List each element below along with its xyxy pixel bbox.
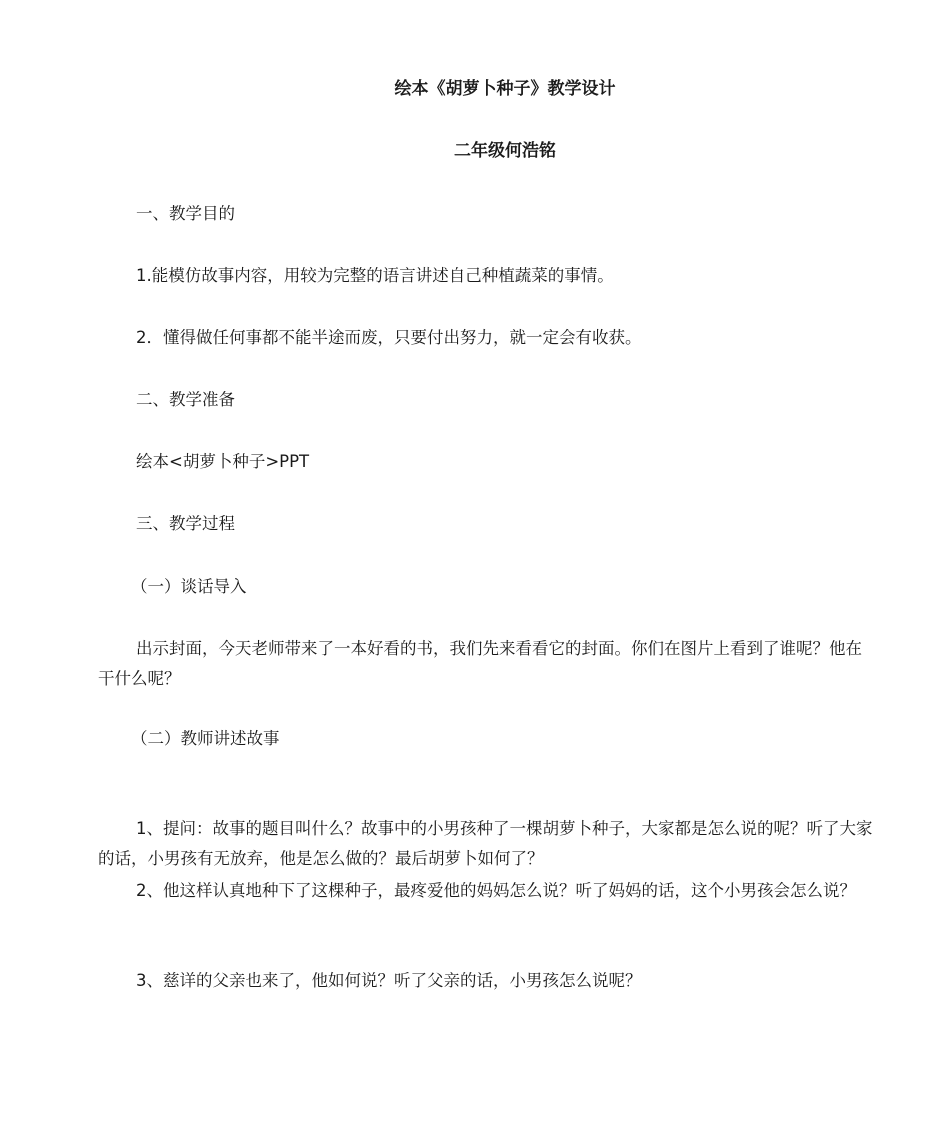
document-title: 绘本《胡萝卜种子》教学设计 (394, 79, 616, 99)
section-heading-objectives: 一、教学目的 (136, 204, 235, 223)
preparation-item: 绘本<胡萝卜种子>PPT (136, 452, 310, 471)
objective-item-1: 1.能模仿故事内容，用较为完整的语言讲述自己种植蔬菜的事情。 (136, 266, 614, 285)
intro-paragraph: 出示封面，今天老师带来了一本好看的书，我们先来看看它的封面。你们在图片上看到了谁呢？他在干什么呢？ (98, 639, 862, 688)
document-author: 二年级何浩铭 (454, 141, 556, 161)
subsection-heading-intro: （一）谈话导入 (131, 577, 247, 596)
objective-item-2: 2．懂得做任何事都不能半途而废，只要付出努力，就一定会有收获。 (136, 328, 642, 347)
story-question-2: 2、他这样认真地种下了这棵种子，最疼爱他的妈妈怎么说？听了妈妈的话，这个小男孩会怎么说？ (136, 881, 856, 900)
subsection-heading-storytelling: （二）教师讲述故事 (131, 729, 280, 748)
section-heading-preparation: 二、教学准备 (136, 390, 235, 409)
section-heading-process: 三、教学过程 (136, 514, 235, 533)
story-question-1: 1、提问：故事的题目叫什么？故事中的小男孩种了一棵胡萝卜种子，大家都是怎么说的呢？听了大家的话，小男孩有无放弃，他是怎么做的？最后胡萝卜如何了？ (98, 819, 873, 868)
story-question-3: 3、慈详的父亲也来了，他如何说？听了父亲的话，小男孩怎么说呢？ (136, 971, 642, 990)
